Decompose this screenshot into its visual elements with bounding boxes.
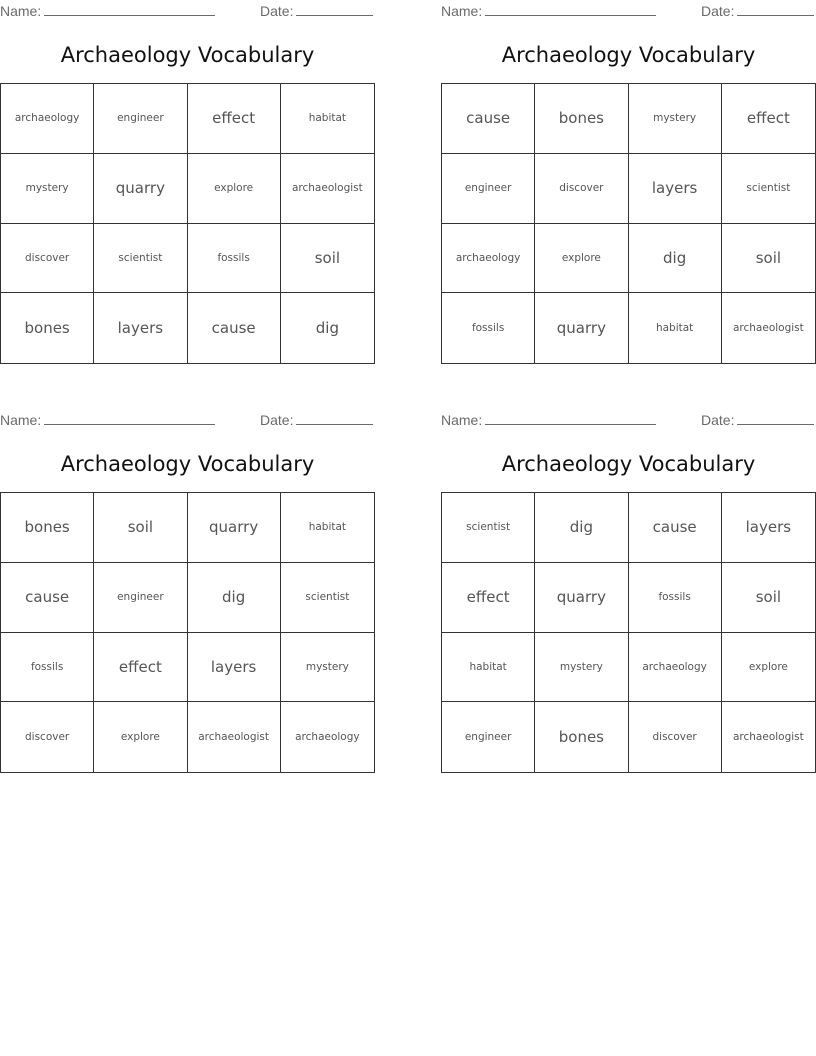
grid-cell: mystery <box>535 633 628 703</box>
grid-cell: effect <box>188 84 281 154</box>
bingo-grid <box>441 83 816 364</box>
grid-cell: habitat <box>281 493 374 563</box>
grid-cell: dig <box>535 493 628 563</box>
grid-cell: engineer <box>442 154 535 224</box>
name-label: Name: <box>441 412 483 428</box>
grid-cell: layers <box>629 154 722 224</box>
grid-cell: scientist <box>722 154 815 224</box>
grid-cell: explore <box>535 224 628 294</box>
grid-cell: effect <box>722 84 815 154</box>
grid-cell: archaeology <box>442 224 535 294</box>
card-title: Archaeology Vocabulary <box>501 43 756 67</box>
name-blank <box>44 411 215 425</box>
grid-cell: cause <box>188 293 281 363</box>
name-label: Name: <box>0 412 42 428</box>
grid-cell: bones <box>535 702 628 772</box>
grid-cell: fossils <box>188 224 281 294</box>
grid-cell: engineer <box>442 702 535 772</box>
grid-cell: scientist <box>94 224 187 294</box>
grid-cell: layers <box>722 493 815 563</box>
name-line <box>0 411 215 428</box>
date-label: Date: <box>701 412 735 428</box>
bingo-card-1 <box>0 0 375 365</box>
grid-cell: discover <box>629 702 722 772</box>
grid-cell: quarry <box>94 154 187 224</box>
grid-cell: bones <box>535 84 628 154</box>
grid-cell: fossils <box>1 633 94 703</box>
date-line <box>701 2 814 19</box>
grid-cell: discover <box>535 154 628 224</box>
grid-cell: bones <box>1 493 94 563</box>
grid-cell: soil <box>281 224 374 294</box>
grid-cell: soil <box>722 563 815 633</box>
grid-cell: archaeology <box>629 633 722 703</box>
grid-cell: explore <box>94 702 187 772</box>
grid-cell: archaeologist <box>732 731 804 744</box>
grid-cell: bones <box>1 293 94 363</box>
name-line <box>0 2 215 19</box>
grid-cell: explore <box>188 154 281 224</box>
grid-cell: cause <box>442 84 535 154</box>
grid-cell: archaeologist <box>732 322 804 335</box>
grid-cell: cause <box>1 563 94 633</box>
date-label: Date: <box>260 412 294 428</box>
grid-cell: quarry <box>188 493 281 563</box>
card-title: Archaeology Vocabulary <box>60 452 315 476</box>
bingo-card-4 <box>441 409 816 774</box>
name-blank <box>485 411 656 425</box>
grid-cell: effect <box>442 563 535 633</box>
date-line <box>701 411 814 428</box>
grid-cell: mystery <box>1 154 94 224</box>
grid-cell: habitat <box>629 293 722 363</box>
grid-cell: discover <box>1 224 94 294</box>
grid-cell: dig <box>315 319 339 338</box>
bingo-card-2 <box>441 0 816 365</box>
date-line <box>260 411 373 428</box>
date-blank <box>296 411 373 425</box>
grid-cell: fossils <box>629 563 722 633</box>
bingo-grid <box>441 492 816 773</box>
grid-cell: layers <box>188 633 281 703</box>
name-label: Name: <box>441 3 483 19</box>
grid-cell: discover <box>1 702 94 772</box>
grid-cell: archaeologist <box>188 702 281 772</box>
grid-cell: engineer <box>94 563 187 633</box>
grid-cell: mystery <box>629 84 722 154</box>
date-label: Date: <box>260 3 294 19</box>
grid-cell: scientist <box>281 563 374 633</box>
grid-cell: archaeology <box>295 731 360 744</box>
grid-cell: layers <box>94 293 187 363</box>
grid-cell: dig <box>188 563 281 633</box>
grid-cell: quarry <box>535 293 628 363</box>
grid-cell: engineer <box>94 84 187 154</box>
date-blank <box>296 2 373 16</box>
date-blank <box>737 411 814 425</box>
grid-cell: quarry <box>535 563 628 633</box>
grid-cell: habitat <box>281 84 374 154</box>
grid-cell: archaeology <box>1 84 94 154</box>
name-blank <box>44 2 215 16</box>
grid-cell: scientist <box>442 493 535 563</box>
name-blank <box>485 2 656 16</box>
grid-cell: mystery <box>281 633 374 703</box>
grid-cell: dig <box>629 224 722 294</box>
card-title: Archaeology Vocabulary <box>60 43 315 67</box>
grid-cell: soil <box>722 224 815 294</box>
grid-cell: soil <box>94 493 187 563</box>
name-line <box>441 411 656 428</box>
grid-cell: effect <box>94 633 187 703</box>
card-title: Archaeology Vocabulary <box>501 452 756 476</box>
date-blank <box>737 2 814 16</box>
name-line <box>441 2 656 19</box>
grid-cell: cause <box>629 493 722 563</box>
bingo-grid <box>0 492 375 773</box>
date-label: Date: <box>701 3 735 19</box>
grid-cell: habitat <box>442 633 535 703</box>
name-label: Name: <box>0 3 42 19</box>
grid-cell: fossils <box>442 293 535 363</box>
grid-cell: explore <box>722 633 815 703</box>
bingo-grid <box>0 83 375 364</box>
bingo-card-3 <box>0 409 375 774</box>
date-line <box>260 2 373 19</box>
grid-cell: archaeologist <box>281 154 374 224</box>
